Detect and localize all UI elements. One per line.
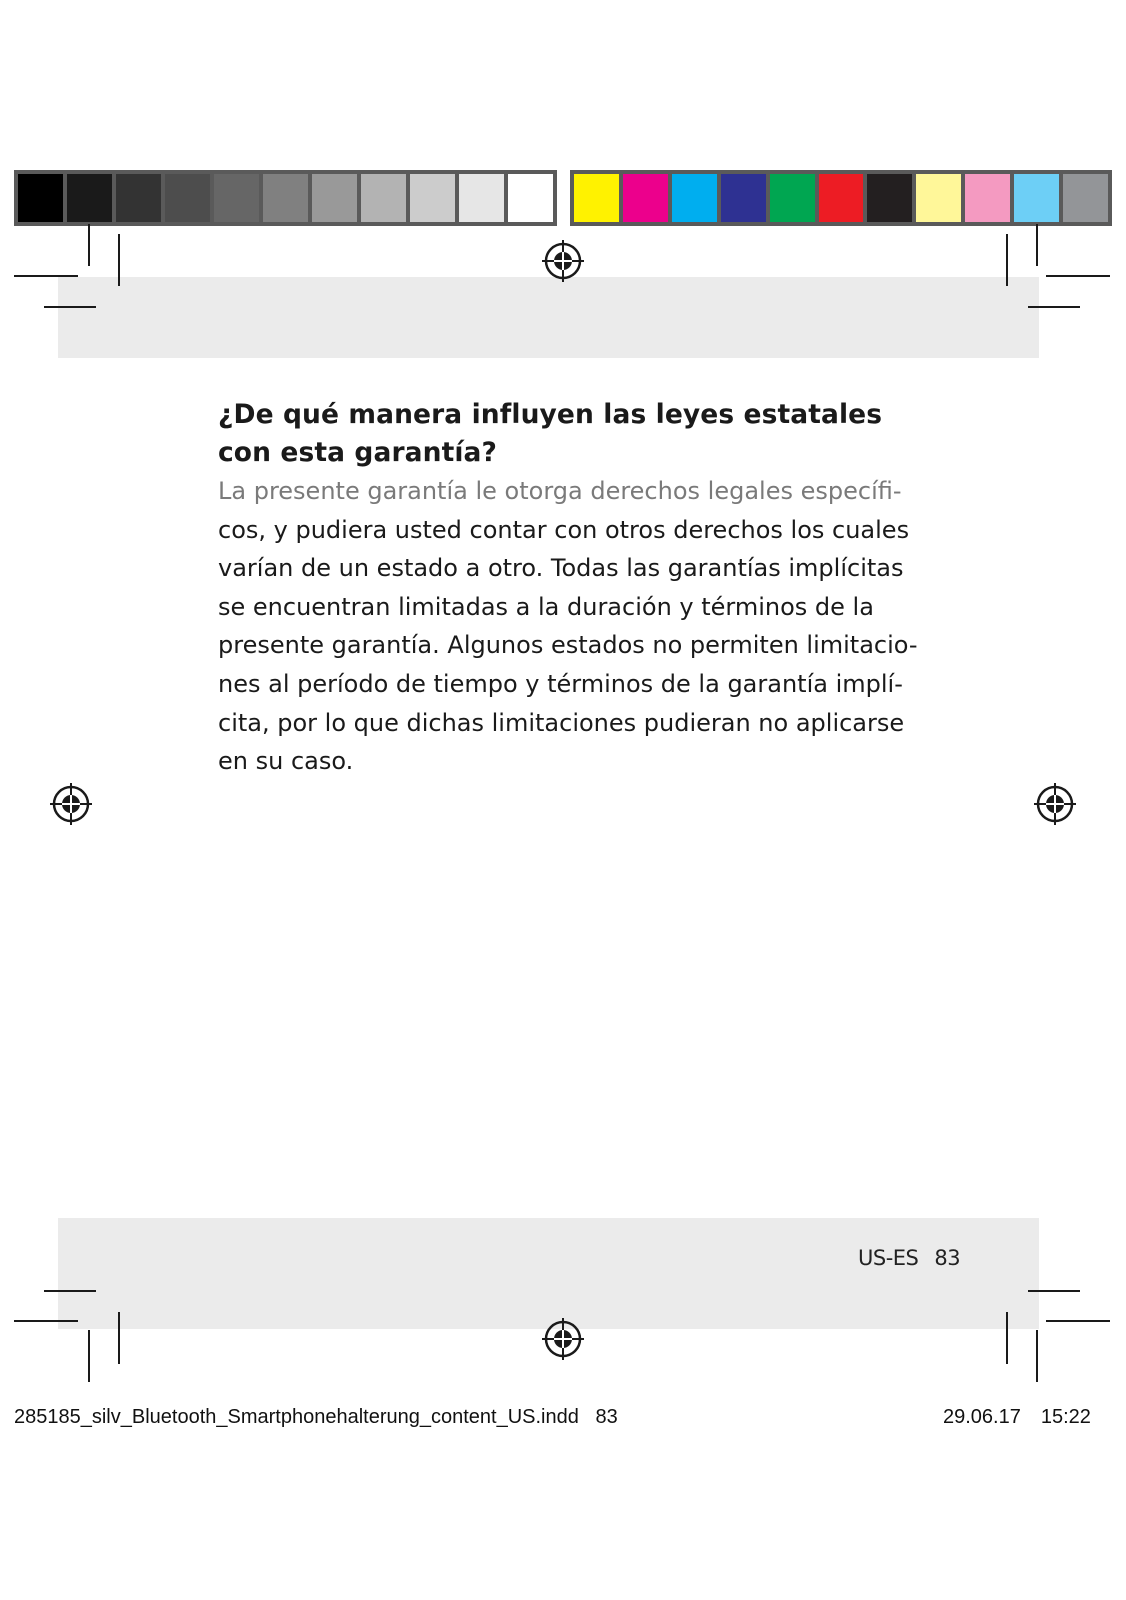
crop-mark xyxy=(1028,1290,1080,1292)
page-number: 83 xyxy=(934,1246,961,1270)
crop-mark xyxy=(1046,1320,1110,1322)
crop-mark xyxy=(44,1290,96,1292)
body-line: cita, por lo que dichas limitaciones pudieran no aplicarse xyxy=(218,708,905,737)
body-line: en su caso. xyxy=(218,747,354,776)
grayscale-calibration-bar xyxy=(14,170,557,226)
color-calibration-bar xyxy=(570,170,1112,226)
crop-mark xyxy=(1046,275,1110,277)
page-footer xyxy=(858,1246,960,1270)
registration-mark-icon xyxy=(1034,783,1076,825)
crop-mark xyxy=(44,306,96,308)
slug-date: 29.06.17 xyxy=(943,1406,1021,1428)
color-swatch xyxy=(18,174,63,222)
color-swatch xyxy=(410,174,455,222)
section-heading xyxy=(218,396,922,472)
color-swatch xyxy=(1063,174,1108,222)
registration-mark-icon xyxy=(50,783,92,825)
header-band xyxy=(58,277,1039,358)
slug-timestamp xyxy=(943,1406,1091,1429)
section-body xyxy=(218,472,922,781)
color-swatch xyxy=(672,174,717,222)
heading-line: ¿De qué manera influyen las leyes estatales xyxy=(218,399,883,430)
body-line: nes al período de tiempo y términos de la garantía implí- xyxy=(218,669,903,698)
crop-mark xyxy=(1006,1312,1008,1364)
crop-mark xyxy=(88,1330,90,1382)
color-swatch xyxy=(508,174,553,222)
color-swatch xyxy=(459,174,504,222)
crop-mark xyxy=(118,1312,120,1364)
crop-mark xyxy=(14,1320,78,1322)
color-swatch xyxy=(1014,174,1059,222)
registration-mark-icon xyxy=(542,1318,584,1360)
color-swatch xyxy=(965,174,1010,222)
color-swatch xyxy=(214,174,259,222)
slug-filename xyxy=(14,1406,618,1429)
slug-filename-text: 285185_silv_Bluetooth_Smartphonehalterung_content_US.indd 83 xyxy=(14,1406,618,1428)
color-swatch xyxy=(67,174,112,222)
crop-mark xyxy=(118,234,120,286)
color-swatch xyxy=(721,174,766,222)
registration-mark-icon xyxy=(542,240,584,282)
body-line: varían de un estado a otro. Todas las garantías implícitas xyxy=(218,554,904,583)
color-swatch xyxy=(574,174,619,222)
crop-mark xyxy=(1036,1330,1038,1382)
crop-mark xyxy=(1006,234,1008,286)
color-swatch xyxy=(819,174,864,222)
locale-label: US-ES xyxy=(858,1246,919,1270)
footer-band xyxy=(58,1218,1039,1329)
warranty-section xyxy=(218,396,922,781)
body-line: se encuentran limitadas a la duración y términos de la xyxy=(218,592,874,621)
body-line: cos, y pudiera usted contar con otros derechos los cuales xyxy=(218,515,910,544)
color-swatch xyxy=(770,174,815,222)
body-line: La presente garantía le otorga derechos legales específi- xyxy=(218,477,902,505)
slug-time: 15:22 xyxy=(1040,1406,1091,1428)
crop-mark xyxy=(88,224,90,266)
heading-line: con esta garantía? xyxy=(218,437,498,468)
crop-mark xyxy=(1036,224,1038,266)
color-swatch xyxy=(312,174,357,222)
color-swatch xyxy=(916,174,961,222)
crop-mark xyxy=(1028,306,1080,308)
color-swatch xyxy=(623,174,668,222)
color-swatch xyxy=(263,174,308,222)
body-line: presente garantía. Algunos estados no permiten limitacio- xyxy=(218,631,918,660)
color-swatch xyxy=(867,174,912,222)
crop-mark xyxy=(14,275,78,277)
color-swatch xyxy=(165,174,210,222)
color-swatch xyxy=(361,174,406,222)
color-swatch xyxy=(116,174,161,222)
